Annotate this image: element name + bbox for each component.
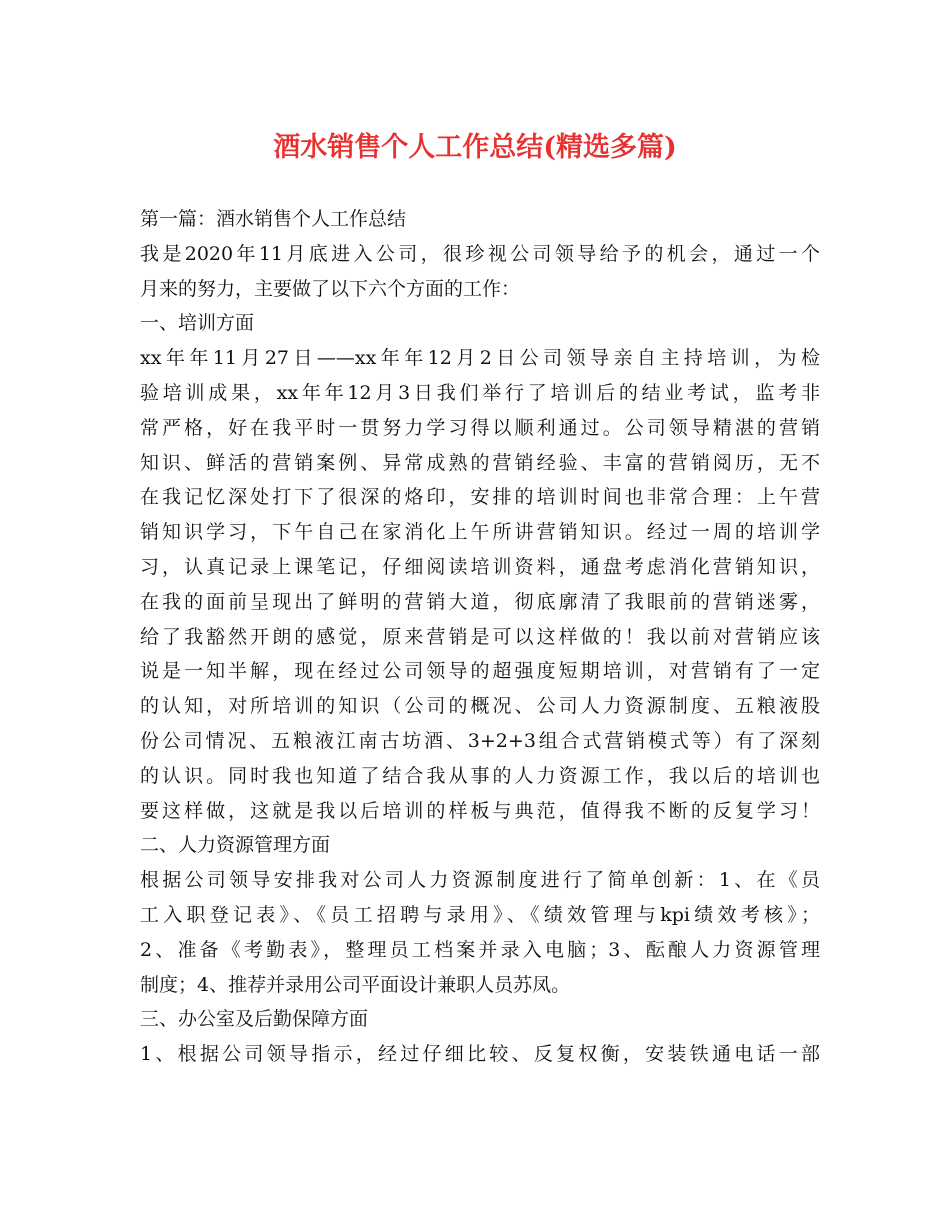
body-line: 二、人力资源管理方面: [140, 834, 331, 857]
body-line: 份公司情况、五粮液江南古坊酒、3+2+3组合式营销模式等）有了深刻: [140, 729, 820, 752]
body-line: 我是2020年11月底进入公司，很珍视公司领导给予的机会，通过一个: [140, 242, 820, 265]
body-line: 在我的面前呈现出了鲜明的营销大道，彻底廓清了我眼前的营销迷雾，: [140, 590, 820, 613]
body-line: 验培训成果，xx年年12月3日我们举行了培训后的结业考试，监考非: [140, 381, 820, 404]
body-line: 第一篇：酒水销售个人工作总结: [140, 208, 407, 230]
body-line: 给了我豁然开朗的感觉，原来营销是可以这样做的！我以前对营销应该: [140, 625, 820, 648]
body-line: 的认知，对所培训的知识（公司的概况、公司人力资源制度、五粮液股: [140, 695, 820, 718]
body-line: 月来的努力，主要做了以下六个方面的工作：: [140, 277, 521, 300]
body-line: 一、培训方面: [140, 312, 255, 335]
body-line: 工入职登记表》、《员工招聘与录用》、《绩效管理与kpi绩效考核》；: [140, 903, 820, 926]
body-line: 1、根据公司领导指示，经过仔细比较、反复权衡，安装铁通电话一部: [140, 1043, 820, 1066]
body-line: 在我记忆深处打下了很深的烙印，安排的培训时间也非常合理：上午营: [140, 486, 820, 509]
body-line: 销知识学习，下午自己在家消化上午所讲营销知识。经过一周的培训学: [140, 521, 820, 544]
body-line: 三、办公室及后勤保障方面: [140, 1008, 369, 1031]
body-line: 说是一知半解，现在经过公司领导的超强度短期培训，对营销有了一定: [140, 660, 820, 683]
document-body: [140, 202, 820, 1072]
body-line: 根据公司领导安排我对公司人力资源制度进行了简单创新：1、在《员: [140, 869, 820, 892]
body-line: xx年年11月27日——xx年年12月2日公司领导亲自主持培训，为检: [140, 347, 820, 370]
body-line: 要这样做，这就是我以后培训的样板与典范，值得我不断的反复学习！: [140, 799, 820, 822]
body-line: 常严格，好在我平时一贯努力学习得以顺利通过。公司领导精湛的营销: [140, 416, 820, 439]
body-line: 的认识。同时我也知道了结合我从事的人力资源工作，我以后的培训也: [140, 764, 820, 787]
body-line: 习，认真记录上课笔记，仔细阅读培训资料，通盘考虑消化营销知识，: [140, 555, 820, 578]
body-line: 制度；4、推荐并录用公司平面设计兼职人员苏凤。: [140, 973, 571, 996]
body-line: 2、准备《考勤表》，整理员工档案并录入电脑；3、酝酿人力资源管理: [140, 938, 820, 961]
document-title: 酒水销售个人工作总结(精选多篇): [273, 132, 677, 163]
body-line: 知识、鲜活的营销案例、异常成熟的营销经验、丰富的营销阅历，无不: [140, 451, 820, 474]
